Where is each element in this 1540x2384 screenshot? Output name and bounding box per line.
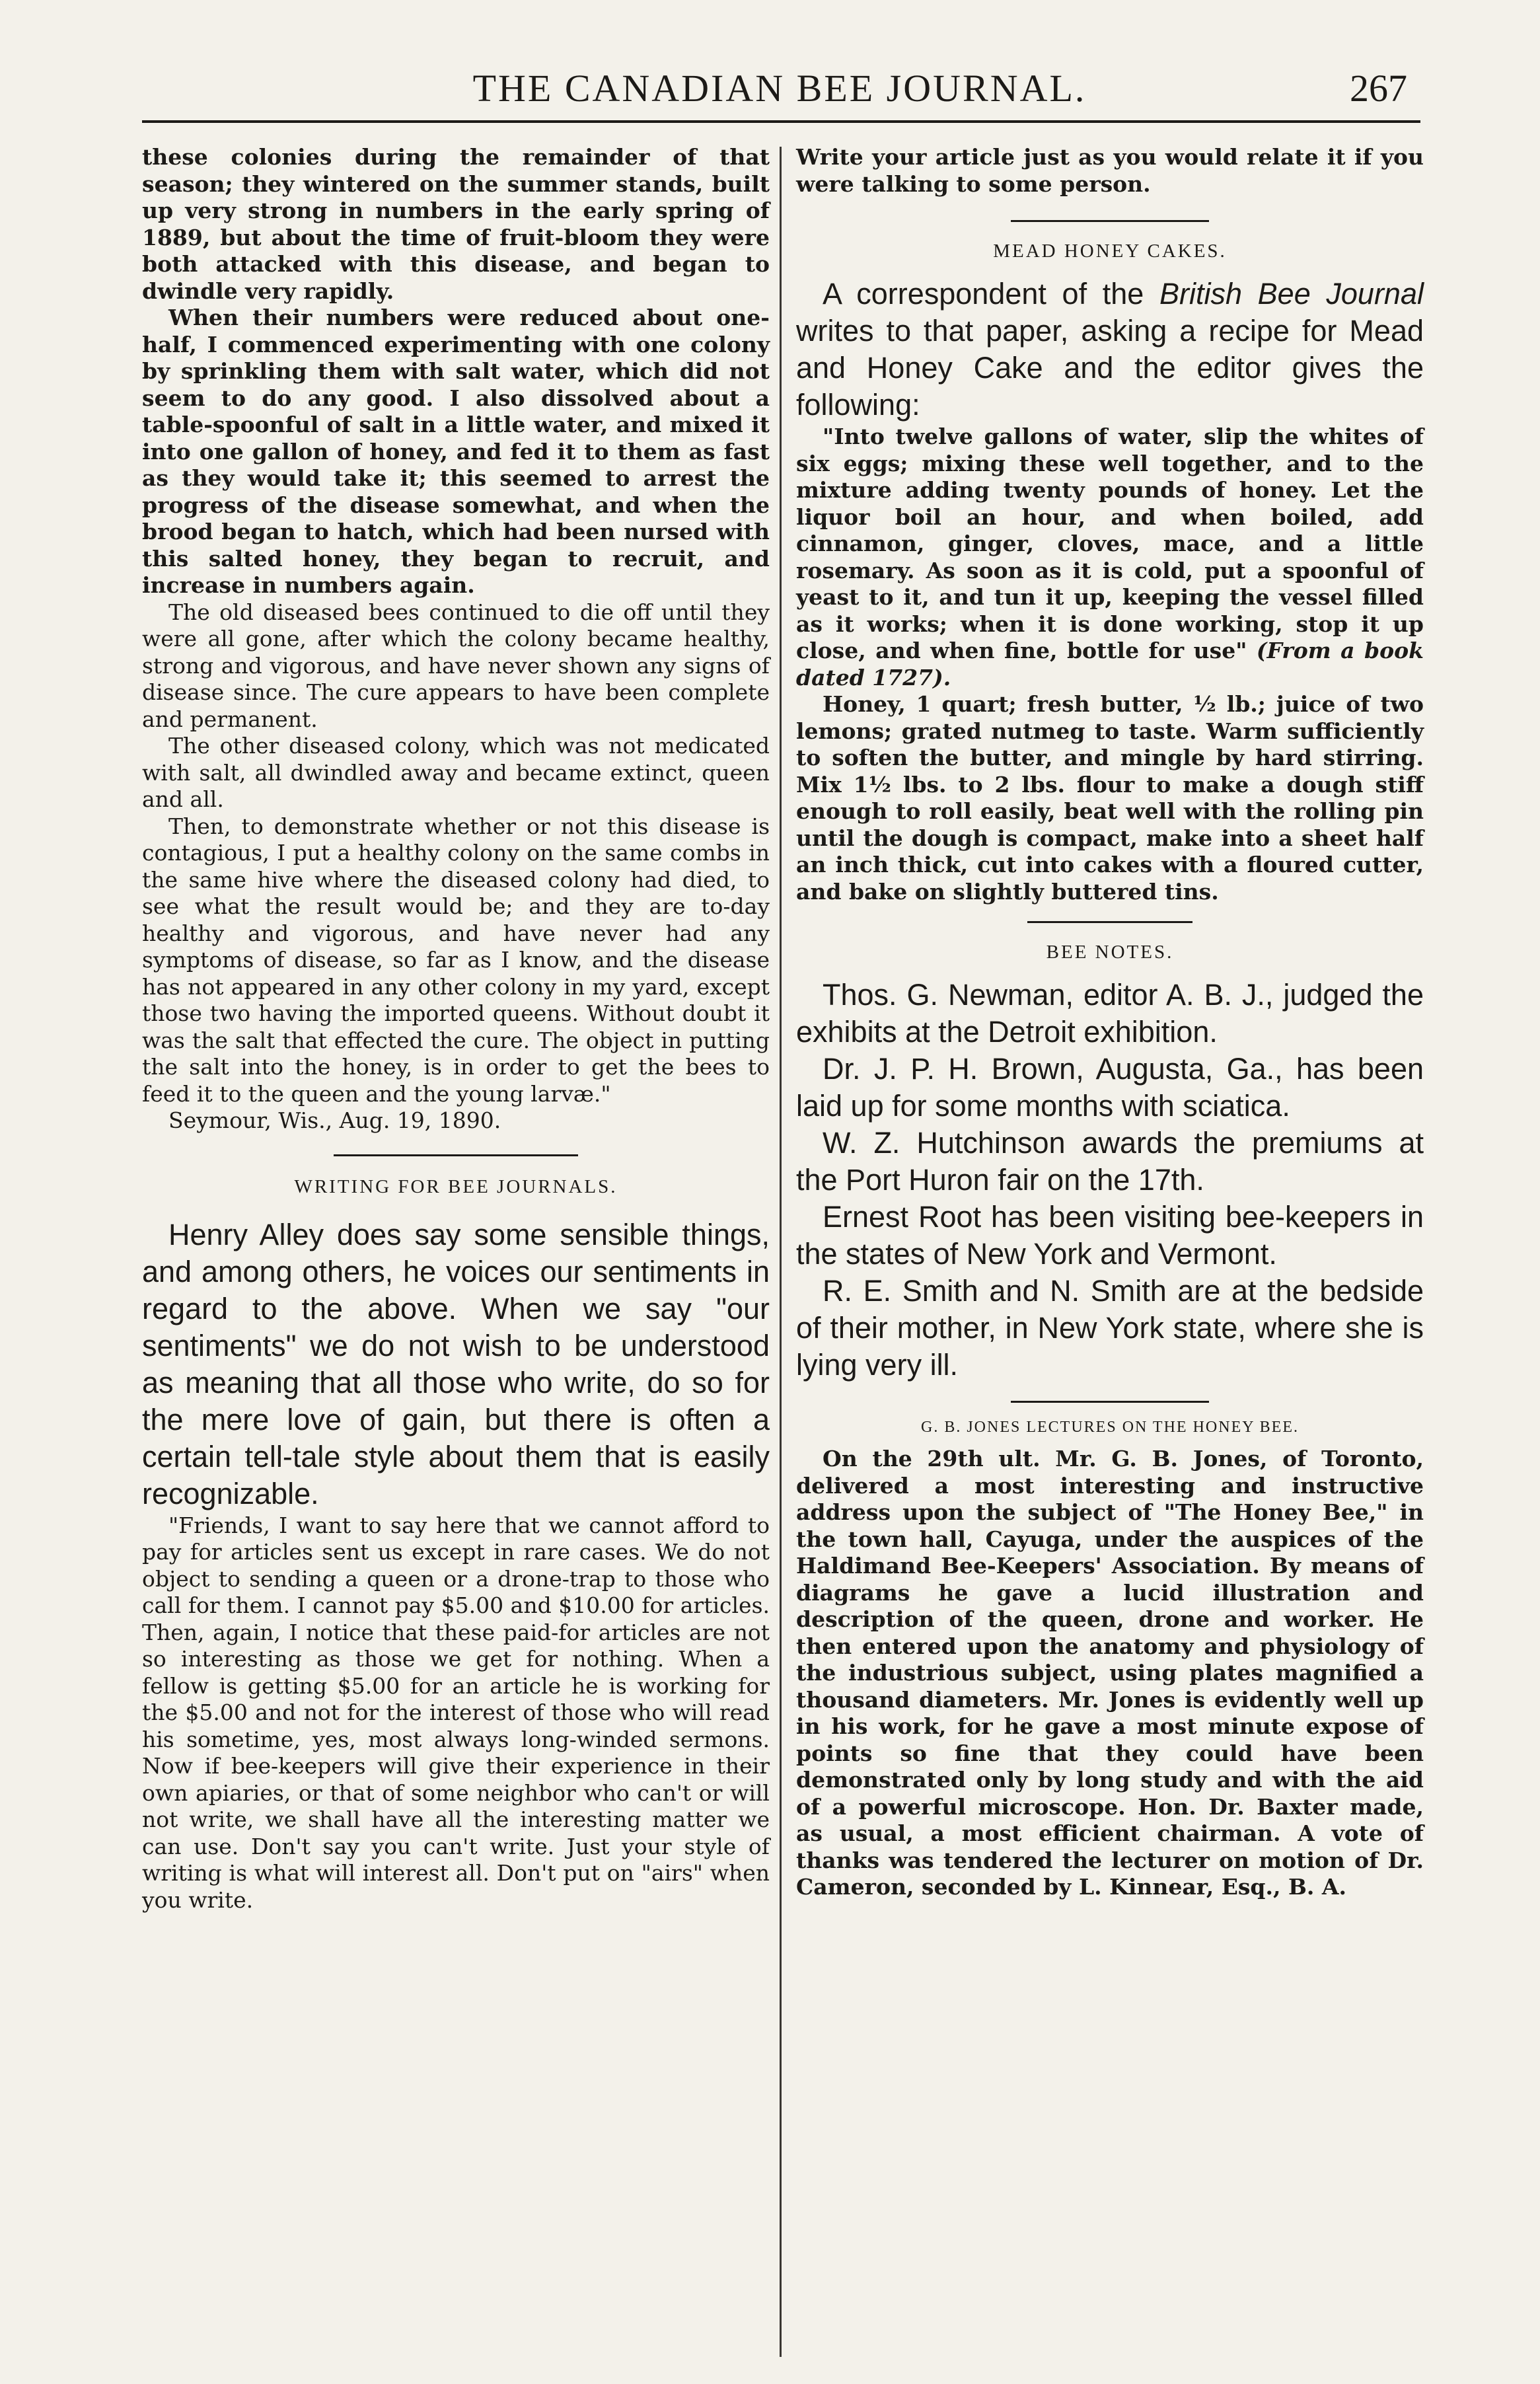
article-paragraph: Henry Alley does say some sensible things, and among others, he voices our sentiments in regard to the above. When we say "our sentiments" we do not wish to be understood as meaning that all those who write, do so for the mere love of gain, but there is often a certain tell-tale style about them that is easily recognizable. bbox=[142, 1217, 770, 1510]
section-heading-writing: WRITING FOR BEE JOURNALS. bbox=[294, 1175, 618, 1197]
section-rule bbox=[1011, 1401, 1209, 1403]
article-paragraph: Then, to demonstrate whether or not this disease is contagious, I put a healthy colony on the same combs in the same hive where the diseased colony had died, to see what the result would be; and they are to-day healthy and vigorous, and have never had any symptoms of disease, so far as I know, and the disease has not appeared in any other colony in my yard, except those two having the imported queens. Without doubt it was the salt that effected the cure. The object in putting the salt into the honey, is in order to get the bees to feed it to the queen and the young larvæ." bbox=[142, 813, 770, 1107]
section-rule bbox=[1027, 921, 1192, 923]
section-rule bbox=[1011, 220, 1209, 222]
section-rule bbox=[334, 1154, 578, 1156]
bee-note: Dr. J. P. H. Brown, Augusta, Ga., has been laid up for some months with sciatica. bbox=[796, 1052, 1424, 1123]
section-heading-mead: MEAD HONEY CAKES. bbox=[993, 241, 1227, 262]
mead-recipe bbox=[796, 424, 1424, 691]
article-paragraph: "Friends, I want to say here that we cannot afford to pay for articles sent us except in rare cases. We do not object to sending a queen or a drone-trap to those who call for them. I cannot pay $5.00 and $10.00 for articles. Then, again, I notice that these paid-for articles are not so interesting as those we get for nothing. When a fellow is getting $5.00 for an article he is working for the $5.00 and not for the interest of those who will read his sometime, yes, most always long-winded sermons. Now if bee-keepers will give their experience in their own apiaries, or that of some neighbor who can't or will not write, we shall have all the interesting matter we can use. Don't say you can't write. Just your style of writing is what will interest all. Don't put on "airs" when you write. bbox=[142, 1512, 770, 1913]
article-paragraph: these colonies during the remainder of that season; they wintered on the summer stands, built up very strong in numbers in the early spring of 1889, but about the time of fruit-bloom they were both attacked with this disease, and began to dwindle very rapidly. bbox=[142, 144, 770, 304]
article-paragraph: Write your article just as you would relate it if you were talking to some person. bbox=[796, 144, 1424, 197]
article-paragraph: The other diseased colony, which was not medicated with salt, all dwindled away and became extinct, queen and all. bbox=[142, 733, 770, 812]
mead-recipe-text: "Into twelve gallons of water, slip the whites of six eggs; mixing these well together, and to the mixture adding twenty pounds of honey. Let the liquor boil an hour, and when boiled, add cinnamon, ginger, cloves, mace, and a little rosemary. As soon as it is cold, put a spoonful of yeast to it, and tun it up, keeping the vessel filled as it works; when it is done working, stop it up close, and when fine, bottle for use" bbox=[796, 424, 1424, 663]
mead-intro-text: A correspondent of the bbox=[823, 277, 1159, 311]
mead-intro-text: writes to that paper, asking a recipe for Mead and Honey Cake and the editor gives the following: bbox=[796, 314, 1424, 422]
page-number: 267 bbox=[1350, 67, 1407, 110]
column-divider bbox=[780, 147, 782, 2357]
article-paragraph: On the 29th ult. Mr. G. B. Jones, of Toronto, delivered a most interesting and instructive address upon the subject of "The Honey Bee," in the town hall, Cayuga, under the auspices of the Haldimand Bee-Keepers' Association. By means of diagrams he gave a lucid illustration and description of the queen, drone and worker. He then entered upon the anatomy and physiology of the industrious subject, using plates magnified a thousand diameters. Mr. Jones is evidently well up in his work, for he gave a most minute expose of points so fine that they could have been demonstrated only by long study and with the aid of a powerful microscope. Hon. Dr. Baxter made, as usual, a most efficient chairman. A vote of thanks was tendered the lecturer on motion of Dr. Cameron, seconded by L. Kinnear, Esq., B. A. bbox=[796, 1446, 1424, 1900]
journal-title: THE CANADIAN BEE JOURNAL. bbox=[472, 67, 1087, 110]
honey-cake-recipe: Honey, 1 quart; fresh butter, ½ lb.; juice of two lemons; grated nutmeg to taste. Warm sufficiently to soften the butter, and mingle by hard stirring. Mix 1½ lbs. to 2 lbs. flour to make a dough stiff enough to roll easily, beat well with the rolling pin until the dough is compact, make into a sheet half an inch thick, cut into cakes with a floured cutter, and bake on slightly buttered tins. bbox=[796, 691, 1424, 905]
newspaper-name: British Bee Journal bbox=[1159, 277, 1424, 311]
section-heading-bee-notes: BEE NOTES. bbox=[1046, 942, 1174, 963]
article-paragraph: The old diseased bees continued to die off until they were all gone, after which the colony became healthy, strong and vigorous, and have never shown any signs of disease since. The cure appears to have been complete and permanent. bbox=[142, 599, 770, 732]
bee-note: Thos. G. Newman, editor A. B. J., judged the exhibits at the Detroit exhibition. bbox=[796, 978, 1424, 1049]
page-header bbox=[145, 59, 1414, 119]
bee-note: R. E. Smith and N. Smith are at the bedside of their mother, in New York state, where she is lying very ill. bbox=[796, 1274, 1424, 1382]
header-rule bbox=[142, 120, 1420, 123]
section-heading-jones: G. B. JONES LECTURES ON THE HONEY BEE. bbox=[921, 1419, 1299, 1436]
bee-note: W. Z. Hutchinson awards the premiums at the Port Huron fair on the 17th. bbox=[796, 1126, 1424, 1197]
recipe-source: (From a book dated 1727). bbox=[796, 638, 1424, 690]
article-paragraph: When their numbers were reduced about one-half, I commenced experimenting with one colony by sprinkling them with salt water, which did not seem to do any good. I also dissolved about a table-spoonful of salt in a little water, and mixed it into one gallon of honey, and fed it to them as fast as they would take it; this seemed to arrest the progress of the disease somewhat, and when the brood began to hatch, which had been nursed with this salted honey, they began to recruit, and increase in numbers again. bbox=[142, 305, 770, 598]
left-column bbox=[142, 144, 770, 1914]
article-signature: Seymour, Wis., Aug. 19, 1890. bbox=[168, 1107, 501, 1133]
bee-note: Ernest Root has been visiting bee-keepers in the states of New York and Vermont. bbox=[796, 1200, 1424, 1271]
right-column bbox=[796, 144, 1424, 1901]
mead-intro bbox=[796, 276, 1424, 424]
